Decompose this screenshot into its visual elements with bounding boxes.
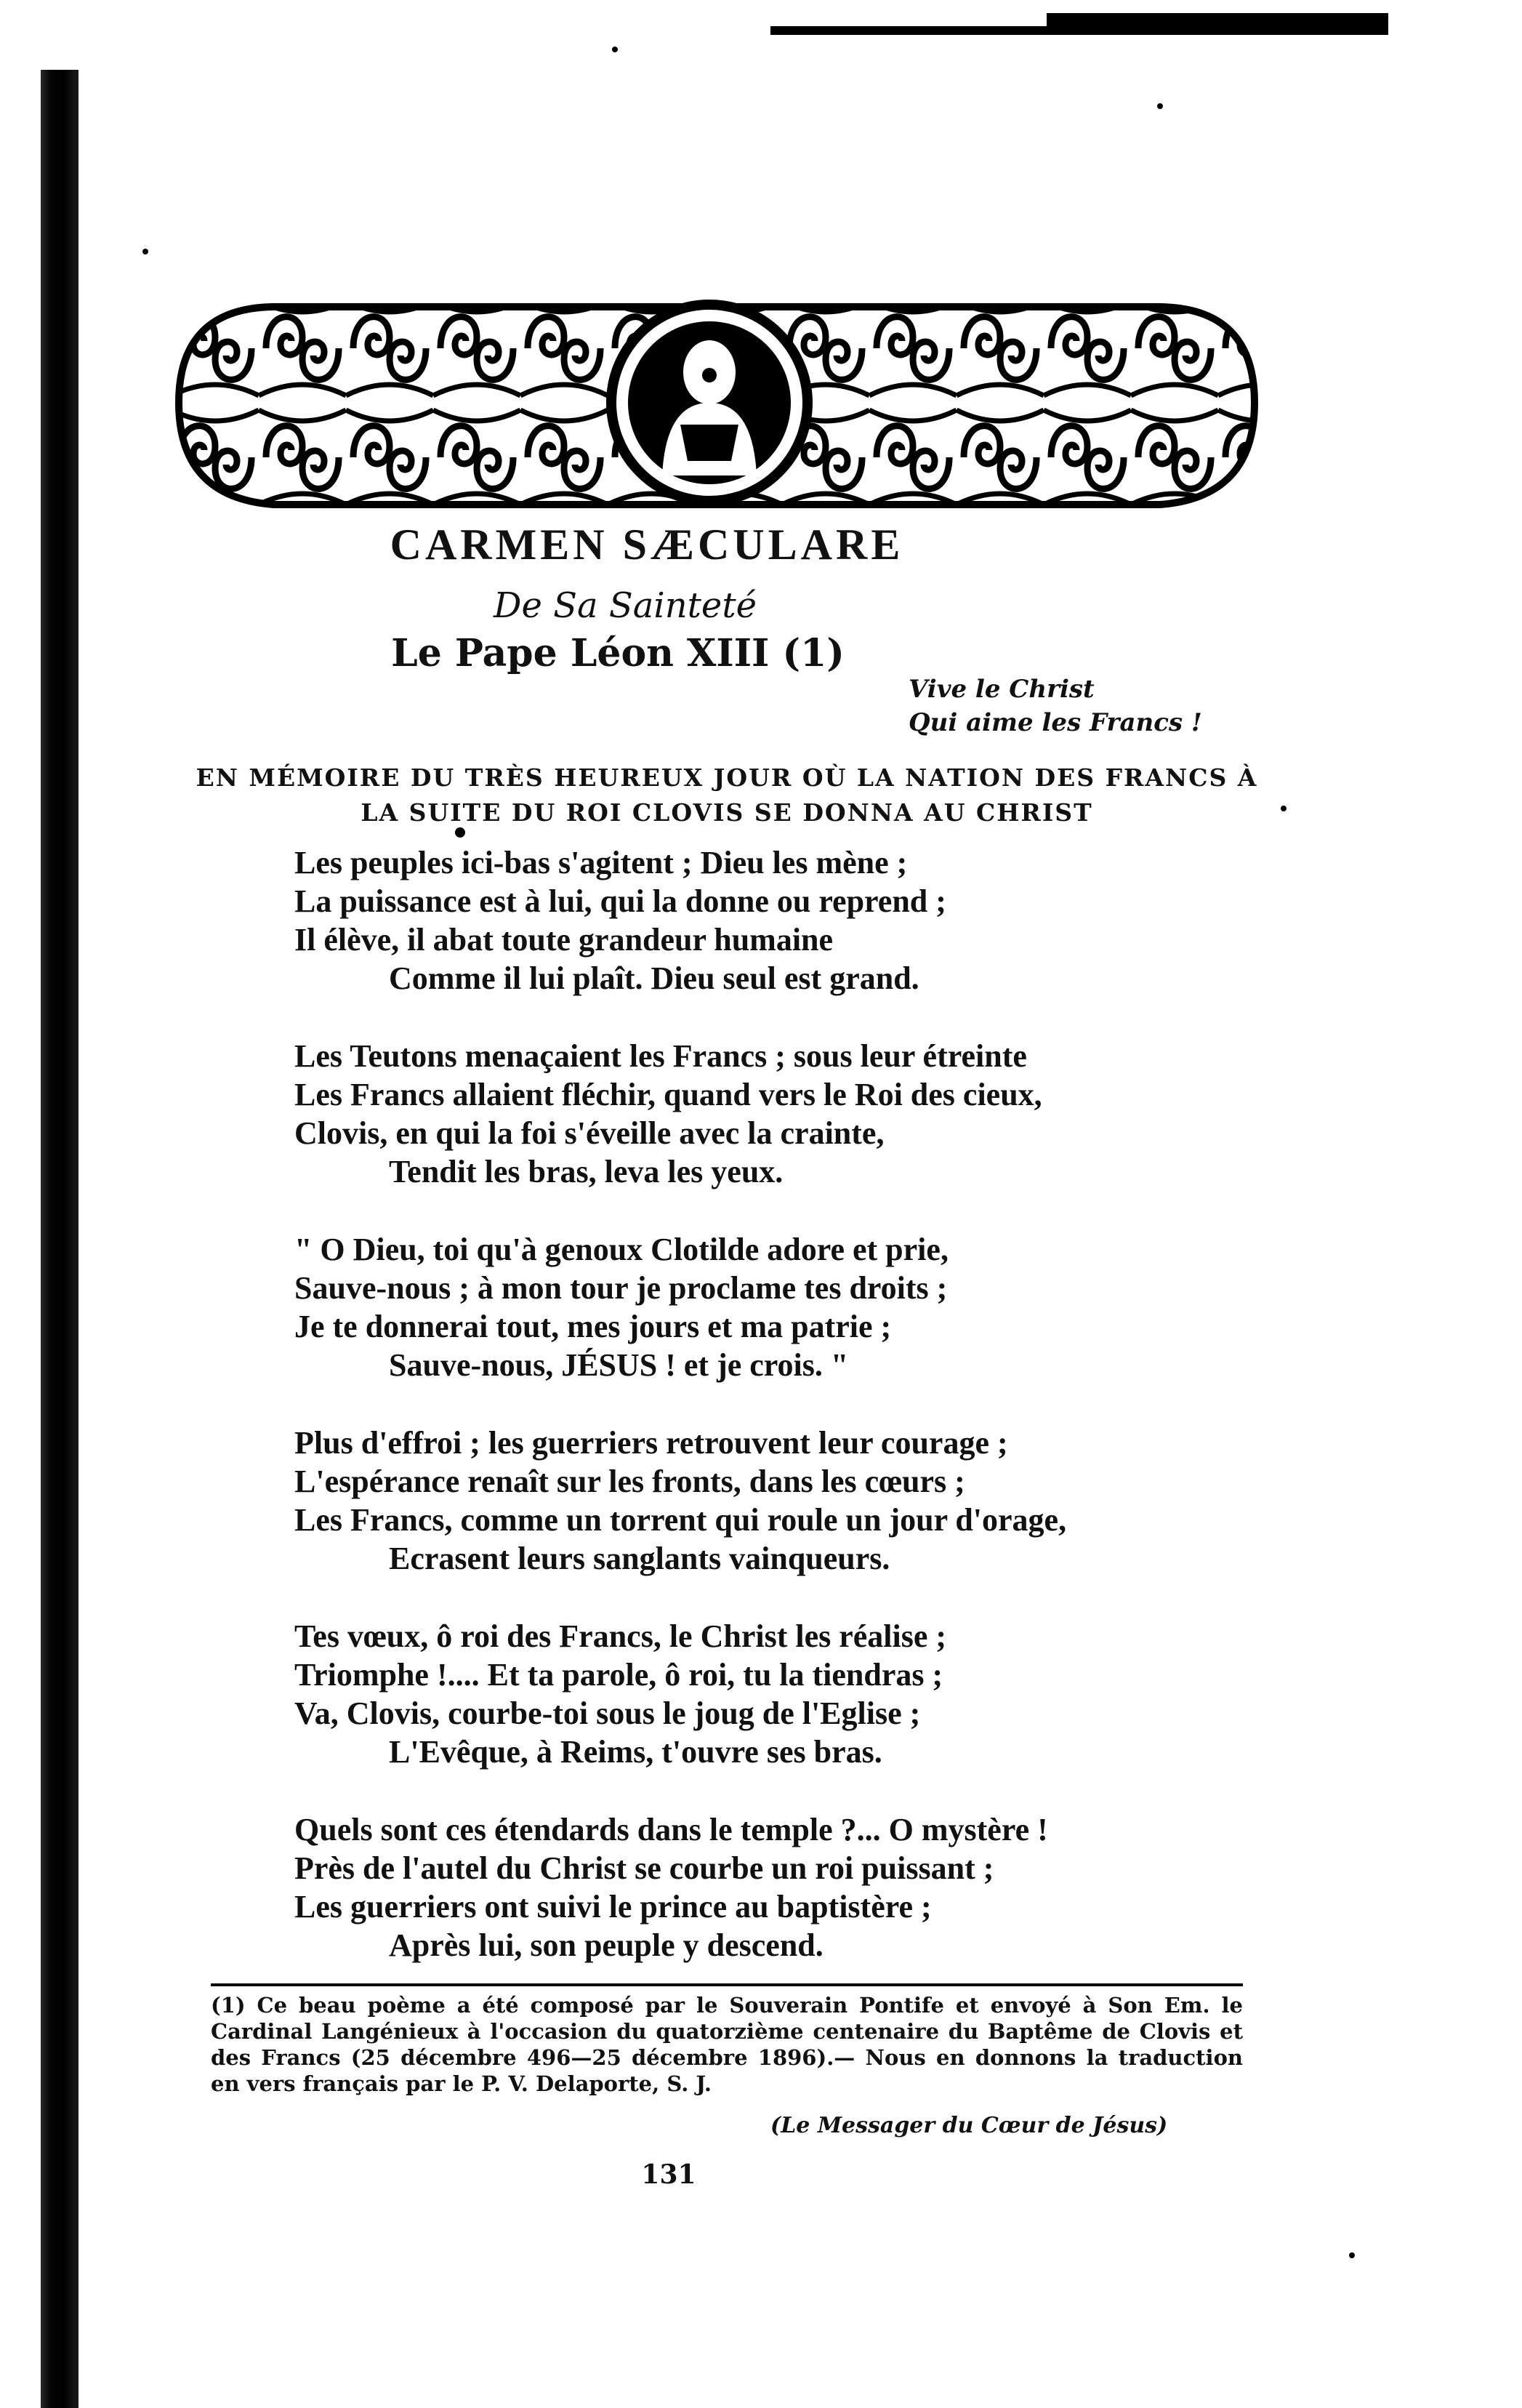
footnote-source: (Le Messager du Cœur de Jésus) <box>770 2113 1168 2138</box>
verse-line: Va, Clovis, courbe-toi sous le joug de l'Eglise ; <box>294 1695 921 1731</box>
verse-line: Plus d'effroi ; les guerriers retrouvent leur courage ; <box>294 1425 1008 1461</box>
verse-line: Les peuples ici-bas s'agitent ; Dieu les mène ; <box>294 845 908 880</box>
poem-body <box>294 843 1254 2004</box>
footnote-divider <box>211 1983 1243 1986</box>
stanza <box>294 1424 1254 1578</box>
poem-author: Le Pape Léon XIII (1) <box>391 631 845 675</box>
verse-line: " O Dieu, toi qu'à genoux Clotilde adore et prie, <box>294 1232 949 1267</box>
ink-speck <box>1349 2252 1355 2258</box>
verse-line: Les Teutons menaçaient les Francs ; sous leur étreinte <box>294 1038 1027 1074</box>
verse-line: Les guerriers ont suivi le prince au baptistère ; <box>294 1889 932 1925</box>
dedication-line: EN MÉMOIRE DU TRÈS HEUREUX JOUR OÙ LA NATION DES FRANCS À <box>196 763 1258 792</box>
verse-line: Sauve-nous, JÉSUS ! et je crois. " <box>389 1347 849 1383</box>
verse-line: Tendit les bras, leva les yeux. <box>389 1154 784 1189</box>
verse-line: La puissance est à lui, qui la donne ou reprend ; <box>294 883 946 919</box>
verse-line: Les Francs, comme un torrent qui roule un jour d'orage, <box>294 1502 1067 1538</box>
stanza <box>294 1810 1254 1964</box>
ink-speck <box>612 47 618 52</box>
ink-speck <box>1157 103 1163 109</box>
poem-title: CARMEN SÆCULARE <box>390 521 904 569</box>
verse-line: Sauve-nous ; à mon tour je proclame tes droits ; <box>294 1270 948 1306</box>
verse-line: Je te donnerai tout, mes jours et ma patrie ; <box>294 1309 892 1344</box>
poem-subtitle: De Sa Sainteté <box>493 585 757 626</box>
top-edge-rule <box>770 13 1388 35</box>
verse-line: L'espérance renaît sur les fronts, dans les cœurs ; <box>294 1464 965 1499</box>
footnote-text: (1) Ce beau poème a été composé par le Souverain Pontife et envoyé à Son Em. le Cardinal Langénieux à l'occasion du quatorzième centenaire du Baptême de Clovis et des Francs (25 décembre 496—25 décembre 1896).— Nous en donnons la traduction en vers français par le P. V. Delaporte, S. J. <box>211 1993 1243 2096</box>
stanza <box>294 1037 1254 1191</box>
verse-line: Quels sont ces étendards dans le temple ?... O mystère ! <box>294 1812 1048 1847</box>
ink-speck <box>1281 806 1287 811</box>
dedication-line: LA SUITE DU ROI CLOVIS SE DONNA AU CHRIST <box>361 798 1093 827</box>
stanza <box>294 1230 1254 1384</box>
epigraph-line: Vive le Christ <box>909 675 1095 704</box>
stanza <box>294 1617 1254 1771</box>
ink-speck <box>142 249 148 254</box>
verse-line: Triomphe !.... Et ta parole, ô roi, tu la tiendras ; <box>294 1657 943 1693</box>
verse-line: Tes vœux, ô roi des Francs, le Christ les réalise ; <box>294 1618 947 1654</box>
verse-line: Ecrasent leurs sanglants vainqueurs. <box>389 1541 890 1576</box>
stanza <box>294 843 1254 998</box>
verse-line: Clovis, en qui la foi s'éveille avec la crainte, <box>294 1115 885 1151</box>
verse-line: Après lui, son peuple y descend. <box>389 1927 824 1963</box>
verse-line: L'Evêque, à Reims, t'ouvre ses bras. <box>389 1734 882 1770</box>
verse-line: Il élève, il abat toute grandeur humaine <box>294 922 834 958</box>
verse-line: Les Francs allaient fléchir, quand vers le Roi des cieux, <box>294 1077 1042 1112</box>
verse-line: Comme il lui plaît. Dieu seul est grand. <box>389 960 919 996</box>
epigraph <box>909 673 1202 739</box>
book-spine-shadow <box>41 70 78 2408</box>
page-number: 131 <box>641 2159 696 2190</box>
epigraph-line: Qui aime les Francs ! <box>909 708 1202 737</box>
verse-line: Près de l'autel du Christ se courbe un roi puissant ; <box>294 1850 994 1886</box>
ornament-dot <box>455 827 465 838</box>
ornamental-headpiece <box>172 294 1262 516</box>
